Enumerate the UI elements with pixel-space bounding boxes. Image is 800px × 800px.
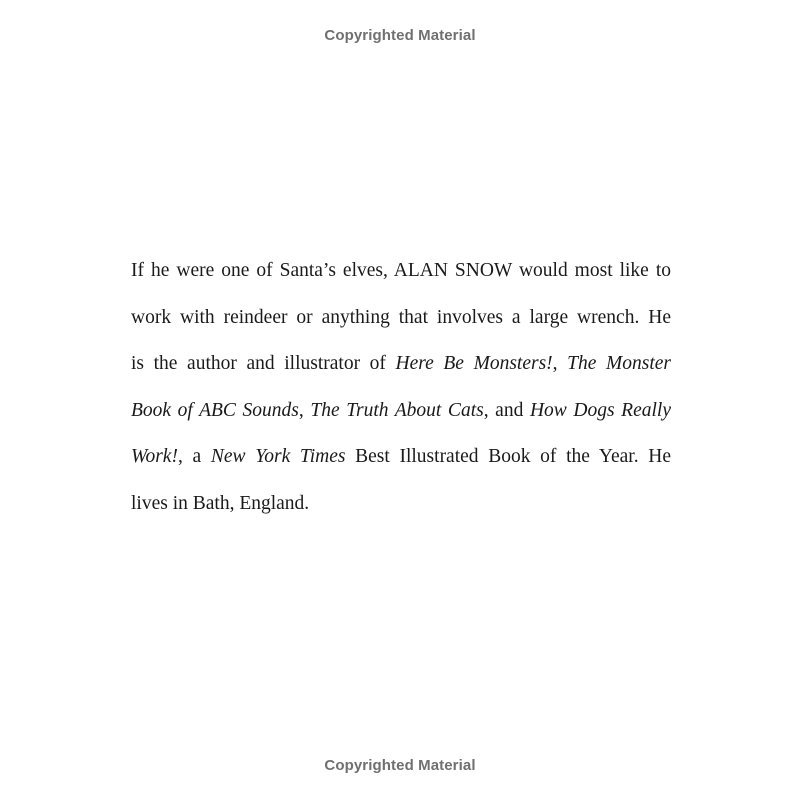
bio-line-4	[131, 388, 671, 435]
copyright-watermark-bottom: Copyrighted Material	[324, 757, 476, 774]
book-title-here-be-monsters: Here Be Monsters!	[395, 353, 553, 374]
bio-text: ,	[552, 353, 568, 374]
bio-text: lives in Bath, England.	[131, 492, 310, 514]
copyright-watermark-top: Copyrighted Material	[324, 27, 476, 44]
book-title-how-dogs-really-work-part1: How Dogs Really	[529, 399, 671, 421]
publication-new-york-times: New York Times	[210, 446, 346, 467]
bio-text: ,	[298, 399, 311, 421]
bio-line-1	[131, 248, 671, 295]
book-title-the-monster-book-part2: Book of ABC Sounds	[131, 399, 299, 421]
bio-text: work with reindeer or anything that involves a large wrench. He	[131, 306, 671, 328]
bio-text: Best Illustrated Book of the Year. He	[345, 446, 672, 467]
book-title-truth-about-cats: The Truth About Cats	[310, 399, 484, 421]
bio-text: is the author and illustrator of	[131, 353, 396, 374]
bio-line-3	[131, 341, 671, 388]
bio-text: If he were one of Santa’s elves, ALAN SNOW would most like to	[131, 260, 671, 281]
bio-line-2	[131, 295, 671, 342]
bio-line-5	[131, 434, 671, 481]
author-bio-paragraph	[131, 248, 671, 527]
bio-text: , a	[177, 446, 211, 467]
book-title-how-dogs-really-work-part2: Work!	[131, 446, 178, 467]
bio-text: , and	[483, 399, 530, 421]
book-title-the-monster-book-part1: The Monster	[567, 353, 671, 374]
bio-line-6	[131, 481, 671, 528]
